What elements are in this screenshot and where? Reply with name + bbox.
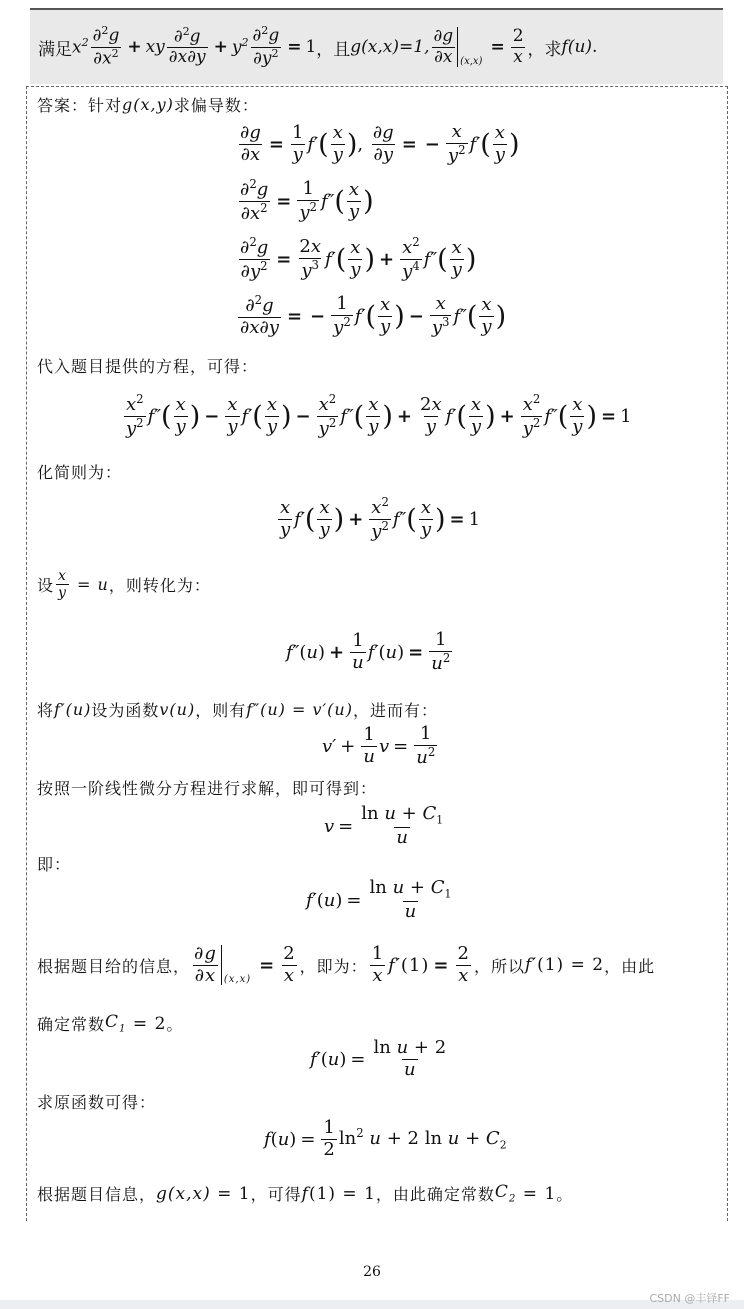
antiderivative-line: 求原函数可得：: [37, 1093, 157, 1112]
v-solution: v = $\frac{\ln u + C_1}{u}$: [324, 803, 444, 848]
simplified-equation: $\frac{x}{y}$ f′ ( $\frac{x}{y}$ ) + $\frac{x^2}{y^2}$ f″ ( $\frac{x}{y}$ ) = 1: [280, 495, 481, 542]
substitute-line: 代入题目提供的方程，可得：: [37, 357, 259, 376]
substituted-equation: $\frac{x^2}{y^2}$ f″ ( $\frac{x}{y}$ ) − $\frac{x}{y}$ f′ ( $\frac{x}{y}$ ) − $\frac{x^2}{y^2}$ f″ ( $\frac{x}{y}$ ) + $\frac{2x}{y}$ f′ ( $\frac{x}{y}$ ) + $\frac{x^2}{y^2}$ f″ ( $\frac{x}{y}$ ) = 1: [126, 392, 632, 439]
gyy-equation: $\frac{\partial^2g}{\partial y^2}$ = $\frac{2x}{y^3}$ f′ ( $\frac{x}{y}$ ) + $\frac{x^2}{y^4}$ f″ ( $\frac{x}{y}$ ): [240, 235, 477, 282]
constant-c1-line: 确定常数 $C_1$ = 2 。: [37, 1012, 184, 1035]
gxy-equation: $\frac{\partial^2g}{\partial x\partial y}$ = − $\frac{1}{y^2}$ f′ ( $\frac{x}{y}$ ) − $\frac{x}{y^3}$ f″ ( $\frac{x}{y}$ ): [240, 293, 507, 338]
solve-line: 按照一阶线性微分方程进行求解，即可得到：: [37, 779, 378, 798]
let-v-line: 将 f′(u) 设为函数 v(u) ，则有 f″(u) = v′(u) ，进而有：: [37, 700, 438, 720]
problem-lead: 满足: [38, 39, 72, 60]
first-partials-equation: $\frac{\partial g}{\partial x}$ = $\frac{1}{y}$ f′ ( $\frac{x}{y}$ ) , $\frac{\partial g}{\partial y}$ = − $\frac{x}{y^2}$ f′ ( $\frac{x}{y}$ ): [240, 121, 520, 166]
problem-statement: 满足 $x^2$ $\frac{\partial^2g}{\partial x^2}$ + xy $\frac{\partial^2g}{\partial x\partial y}$ + $y^2$ $\frac{\partial^2g}{\partial y^2}$ = 1 ，且 g(x,x)=1, $\frac{\partial g}{\partial x}$ (x,x) = $\frac{2}{x}$ ，求 f(u) .: [30, 8, 723, 84]
constant-c2-line: 根据题目信息， g(x,x) = 1 ，可得 f (1) = 1 ，由此确定常数 $C_2$ = 1 。: [37, 1182, 574, 1205]
page-number: 26: [363, 1264, 381, 1280]
condition-line: 根据题目给的信息， $\frac{\partial g}{\partial x}$ (x,x) = $\frac{2}{x}$ ，即为： $\frac{1}{x}$ f′ (1) = $\frac{2}{x}$ ，所以 f′ (1) = 2 ，由此: [37, 943, 656, 986]
problem-connector: ，且: [316, 39, 351, 60]
gxx-equation: $\frac{\partial^2g}{\partial x^2}$ = $\frac{1}{y^2}$ f″ ( $\frac{x}{y}$ ): [240, 177, 374, 224]
f-solution: f (u) = $\frac{1}{2}$ $\ln^2 u + 2$ $\ln u + C_2$: [264, 1117, 507, 1160]
ode-in-u-equation: f″ (u) + $\frac{1}{u}$ f′ (u) = $\frac{1}{u^2}$: [286, 629, 451, 674]
simplify-line: 化简则为：: [37, 463, 123, 482]
problem-ask: ，求: [527, 39, 562, 60]
ie-line: 即：: [37, 855, 72, 874]
problem-condition: g(x,x)=1,: [350, 37, 430, 57]
watermark: CSDN @丰铎FF: [649, 1292, 730, 1305]
fprime-solution: f′ (u) = $\frac{\ln u + C_1}{u}$: [306, 877, 452, 922]
footer-bar: [0, 1300, 744, 1309]
fprime-final: f′ (u) = $\frac{\text{ln u + 2}}{u}$: [310, 1037, 447, 1080]
substitution-line: 设 $\frac{x}{y}$ = u ，则转化为：: [37, 568, 211, 602]
answer-intro: 答案：针对 g(x,y) 求偏导数：: [37, 95, 259, 115]
first-order-ode: v′ + $\frac{1}{u}$ v = $\frac{1}{u^2}$: [322, 723, 436, 768]
